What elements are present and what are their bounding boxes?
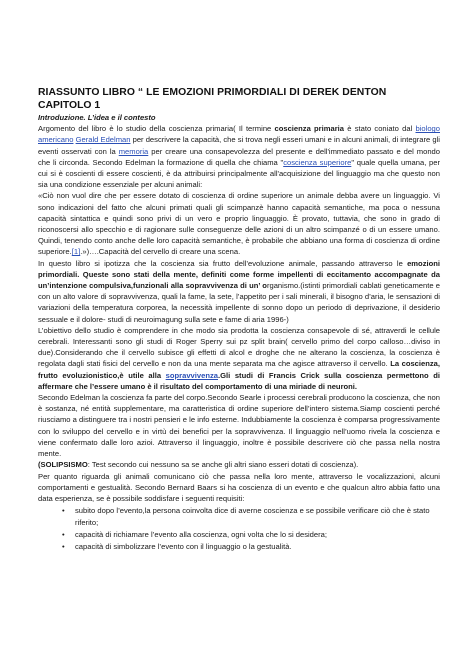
list-item (38, 529, 440, 541)
link-americano[interactable]: americano (38, 135, 74, 145)
list-item (38, 505, 440, 529)
section-heading: Introduzione. L’idea e il contesto (38, 113, 156, 122)
list-item-text: capacità di simbolizzare l’evento con il linguaggio o la gestualità. (75, 542, 292, 552)
paragraph-5: Secondo Edelman la coscienza fa parte del corpo.Secondo Searle i processi cerebrali producono la coscienza, che non è sostanza, né entità supplementare, ma caratteristica di ordine superiore dell’intero sistema.Siamp coscienti perché riusciamo a distinguere tra i nostri pensieri e le info esterne. Indubbiamente la coscienza è comparsa progressivamente con lo sviluppo del cervello e in virtù dei benefici per la sopravvivenza. Il linguaggio nell’uomo rivela la coscienza e viene confermato dalle loro azioi. Attraverso il linguaggio, inoltre è possibile descrivere ciò che passa nella nostra mente. (38, 393, 440, 459)
paragraph-6-solipsismo (38, 459, 440, 470)
requirements-list (38, 505, 440, 553)
paragraph-intro-section (38, 112, 440, 123)
bullet-icon: • (62, 530, 65, 540)
emphasis-emozioni-primordiali: emozioni primordiali. Queste sono stati della mente, definiti come forme impellenti di eccitamento accompagnate da un’intenzione compulsiva,funzionali alla sopravvivenza di un’ o (38, 258, 440, 291)
bullet-icon: • (62, 506, 65, 516)
link-sopravvivenza[interactable]: sopravvivenza (165, 370, 218, 380)
paragraph-7: Per quanto riguarda gli animali comunicano ciò che passa nella loro mente, attraverso le vocalizzazioni, alcuni comportamenti e gestualità. Secondo Bernard Baars si ha coscienza di un evento e che qualcun altro abbia fatto una data esperienza, se è possibile soddisfare i seguenti requisiti: (38, 471, 440, 503)
text-run: .»)….Capacità del cervello di creare una scena. (80, 247, 241, 257)
link-memoria[interactable]: memoria (118, 146, 149, 156)
document-content (38, 86, 440, 553)
text-run: : Test secondo cui nessuno sa se anche gli altri siano esseri dotati di coscienza). (87, 460, 359, 470)
term-solipsismo: (SOLIPSISMO (38, 460, 88, 470)
link-coscienza-superiore[interactable]: coscienza superiore (283, 157, 352, 167)
text-run: L’obiettivo dello studio è comprendere in che modo sia prodotta la coscienza consapevole di sé, attraverdi le cellule cerebrali. Interessanti sono gli studi di Roger Sperry sui pz split brain( cervello primo del corpo calloso…diviso in due).Considerando che il cervello subisce gli effetti di alcol e droghe che ne alterano la coscienza, la coscienza è regolata dagli stati fisici del cervello e non da una mente separata ma che agisce attraverso il cervello. (38, 325, 440, 369)
paragraph-3 (38, 258, 440, 325)
text-run: per creare una consapevolezza del presente e dell'immediato passato e del mondo che li circonda. Secondo Edelman la formazione di quella che chiama " (38, 146, 440, 167)
chapter-heading: CAPITOLO 1 (38, 100, 101, 111)
emphasis-coscienza-evolutiva: La coscienza, frutto evoluzionistico,è utile alla (38, 359, 441, 380)
link-gerald-edelman[interactable]: Gerald Edelman (75, 135, 131, 145)
paragraph-1 (38, 123, 440, 190)
text-run: per descrivere la capacità, che si trova negli esseri umani e in alcuni animali, di integrare gli eventi osservati con la (38, 135, 440, 156)
text-run: rganismo.(istinti primordiali cablati geneticamente e con un alto valore di sopravvivenza, quali la fame, la sete, l’appetito per i sali minerali, il bisogno d’aria, le sensazioni di variazioni della temperatura corporea, la necessità impellente di sonno dopo un periodo di deprivazione, il desiderio sessuale e il dolore- studi di neuroimagung sulla sete e fame di aria 1996-) (38, 281, 440, 324)
bullet-icon: • (62, 542, 65, 552)
list-item-text: capacità di richiamare l’evento alla coscienza, ogni volta che lo si desidera; (75, 530, 327, 540)
text-run: " quale quella umana, per cui si è coscienti di essere coscienti, è da attribuirsi principalmente all'acquisizione del linguaggio ma che questo non sia una condizione essenziale per alcuni animali: (38, 157, 440, 190)
text-run: In questo libro si ipotizza che la coscienza sia frutto dell’evoluzione animale, passando attraverso le (38, 258, 408, 268)
text-run: è stato coniato dal (344, 124, 416, 134)
term-coscienza-primaria: coscienza primaria (274, 124, 345, 134)
list-item (38, 541, 440, 553)
footnote-link-1[interactable]: [1] (71, 247, 81, 257)
text-run: «Ciò non vuol dire che per essere dotato di coscienza di ordine superiore un animale debba avere un linguaggio. Vi sono indicazioni del fatto che alcuni primati quali gli scimpanzè hanno capacità semantiche, ma poca o nessuna capacità sintattica e quindi sono privi di un vero e proprio linguaggio. È provato, tuttavia, che sono in grado di riconoscersi allo specchio e di ragionare sulle conseguenze delle azioni di un altro scimpanzé o di un essere umano. Quindi, tenendo conto anche delle loro capacità semantiche, è probabile che abbiano una forma di coscienza di ordine superiore. (38, 191, 440, 257)
paragraph-4 (38, 325, 440, 392)
list-item-text: subito dopo l’evento,la persona coinvolta dice di averne coscienza e se possibile verificare ciò che è stato riferito; (75, 506, 430, 528)
paragraph-2-quote (38, 190, 440, 257)
link-biologo[interactable]: biologo (415, 124, 440, 134)
document-title: RIASSUNTO LIBRO “ LE EMOZIONI PRIMORDIALI DI DEREK DENTON (38, 87, 387, 98)
emphasis-francis-crick: .Gli studi di Francis Crick sulla coscienza permettono di affermare che l’essere umano è il risultato del comportamento di una miriade di neuroni. (38, 370, 440, 391)
text-run: Argomento del libro è lo studio della coscienza primaria( Il termine (38, 124, 275, 134)
